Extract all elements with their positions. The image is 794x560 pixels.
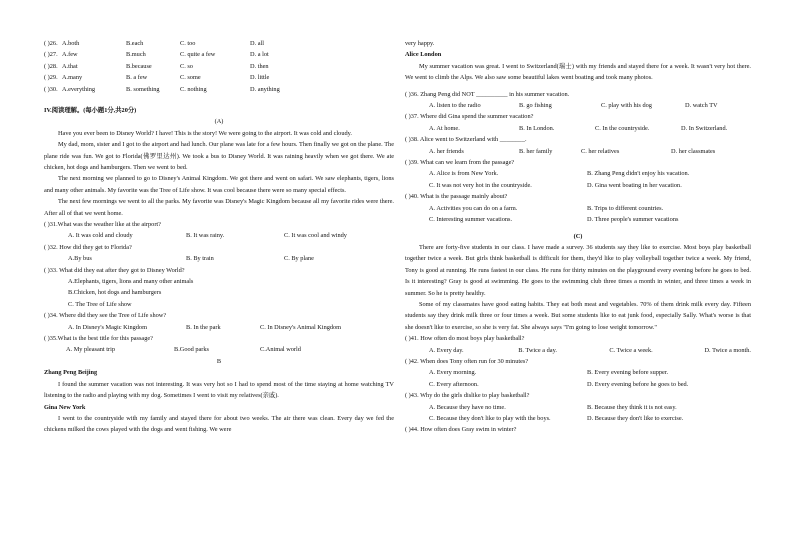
passage-header: Zhang Peng Beijing: [44, 369, 98, 377]
options-row: A. At home. B. In London. C. In the countryside. D. In Switzerland.: [429, 124, 728, 132]
mc-row: ( )26. A.both B.each C. too D. all: [44, 40, 264, 47]
question-stem: ( )41. How often do most boys play basketball?: [405, 335, 525, 343]
paragraph: There are forty-five students in our class. I have made a survey. 36 students say they like to exercise. Most boys play basketball together twice a week. But girls think basketball is difficult for them, they'd like to play volleyball together twice a week. My friend, Tony is good at running. He runs fastest in our class. He runs for thirty minutes on the playground every evening before he goes to bed. Is it interesting? Gray is good at swimming. He goes to the swimming club three times a month in winter, and three times a week in summer. So he is pretty healthy.: [405, 243, 751, 297]
options-row: A. In Disney's Magic Kingdom B. In the park C. In Disney's Animal Kingdom: [68, 323, 342, 331]
mc-row: ( )29. A.many B. a few C. some D. little: [44, 74, 270, 82]
question-stem: ( )31.What was the weather like at the airport?: [44, 221, 161, 229]
question-stem: ( )33. What did they eat after they got to Disney World?: [44, 266, 185, 274]
paragraph: My summer vacation was great. I went to Switzerland(瑞士) with my friends and stayed there for a week. It wasn't very hot there. We went to climb the Alps. We also saw some beautiful lakes went boating and took many photos.: [405, 62, 751, 82]
question-stem: ( )44. How often does Gray swim in winter?: [405, 426, 517, 434]
options-row: C. Because they don't like to play with the boys. D. Because they don't like to exercise.: [429, 415, 684, 422]
mc-row: ( )27. A.few B.much C. quite a few D. a lot: [44, 51, 269, 59]
paragraph: very happy.: [405, 40, 435, 47]
options-row: A. listen to the radio B. go fishing C. play with his dog D. watch TV: [429, 102, 718, 110]
paragraph: I went to the countryside with my family and stayed there for about two weeks. The air there was clean. Every day we fed the chickens milked the cows played with the dogs and went fishing. We were: [44, 414, 394, 434]
options-row: C. It was not very hot in the countryside. D. Gina went boating in her vacation.: [429, 181, 682, 189]
options-row: A. It was cold and cloudy B. It was rainy. C. It was cool and windy: [68, 232, 347, 240]
option: A.Elephants, tigers, lions and many other animals: [68, 278, 194, 286]
question-stem: ( )37. Where did Gina spend the summer vacation?: [405, 113, 534, 121]
question-stem: ( )36. Zhang Peng did NOT __________ in his summer vacation.: [405, 90, 570, 98]
options-row: C. Interesting summer vacations. D. Three people's summer vacations: [429, 216, 679, 224]
options-row: A. Because they have no time. B. Because they think it is not easy.: [429, 403, 677, 411]
paragraph: The next few mornings we went to all the parks. My favorite was Disney's Magic Kingdom because all my favorite rides were there. After all of that we went home.: [44, 198, 394, 217]
passage-label: (A): [214, 118, 224, 126]
mc-row: ( )30. A.everything B. something C. nothing D. anything: [44, 85, 280, 93]
passage-label: B: [216, 357, 222, 365]
options-row: A. My pleasant trip B.Good parks C.Animal world: [66, 346, 301, 354]
options-row: C. Every afternoon. D. Every evening before he goes to bed.: [429, 380, 689, 388]
paragraph: The next morning we planned to go to Disney's Animal Kingdom. We got there and went on safari. We saw elephants, tigers, lions and many other animals. My favorite was the Tree of Life show. It was cool because there were so many special effects.: [44, 175, 394, 194]
passage-header: Alice London: [405, 51, 442, 59]
paragraph: Some of my classmates have good eating habits. They eat both meat and vegetables. 70% of them drink milk every day. Fifteen students say they drink milk three or four times a week. But some students like to eat junk food, especially Sally. What's worse is that she doesn't like to exercise, so she is very fat. She always says "I'm going to lose weight tomorrow.": [405, 300, 751, 331]
right-column: [405, 38, 751, 436]
option: C. The Tree of Life show: [68, 300, 132, 308]
question-stem: ( )40. What is the passage mainly about?: [405, 193, 508, 201]
passage-label: (C): [573, 232, 583, 240]
options-row: A. Activities you can do on a farm. B. Trips to different countries.: [429, 204, 664, 212]
section-title: IV.阅读理解。(每小题1分,共20分): [44, 106, 137, 114]
options-row: A. Every morning. B. Every evening before supper.: [429, 369, 669, 377]
left-column: [44, 38, 394, 436]
question-stem: ( )34. Where did they see the Tree of Life show?: [44, 312, 167, 320]
options-row: A.By bus B. By train C. By plane: [68, 255, 314, 263]
paragraph: My dad, mom, sister and I got to the airport and had lunch. Our plane was late for a few hours. Then finally we got on the plane. The plane ride was fun. We got to Florida(佛罗里达州). We took a bus to Disney World. It was raining heavily when we got there. We ate chicken, hot dogs and hamburgers. Then we went to bed.: [44, 141, 394, 171]
option: B.Chicken, hot dogs and hamburgers: [68, 289, 162, 297]
question-stem: ( )35.What is the best title for this passage?: [44, 335, 153, 343]
options-row: A. Alice is from New York. B. Zhang Peng didn't enjoy his vacation.: [429, 170, 690, 178]
question-stem: ( )42. When does Tony often run for 30 minutes?: [405, 357, 529, 365]
question-stem: ( )38. Alice went to Switzerland with ________.: [405, 136, 527, 144]
paragraph: I found the summer vacation was not interesting. It was very hot so I had to spend most of the time staying at home watching TV listening to the radio and playing with my dog. Sometimes I went to visit my relatives(亲戚).: [44, 380, 394, 400]
question-stem: ( )43. Why do the girls dislike to play basketball?: [405, 392, 530, 400]
paragraph: Have you ever been to Disney World? I have! This is the story! We were going to the airport. It was cold and cloudy.: [58, 129, 352, 137]
question-stem: ( )32. How did they get to Florida?: [44, 243, 132, 251]
options-row: A. Every day. B. Twice a day. C. Twice a week. D. Twice a month.: [429, 346, 751, 354]
question-stem: ( )39. What can we learn from the passage?: [405, 159, 515, 167]
mc-row: ( )28. A.that B.because C. so D. then: [44, 62, 269, 70]
options-row: A. her friends B. her family C. her relatives D. her classmates: [429, 147, 716, 155]
passage-header: Gina New York: [44, 403, 86, 411]
